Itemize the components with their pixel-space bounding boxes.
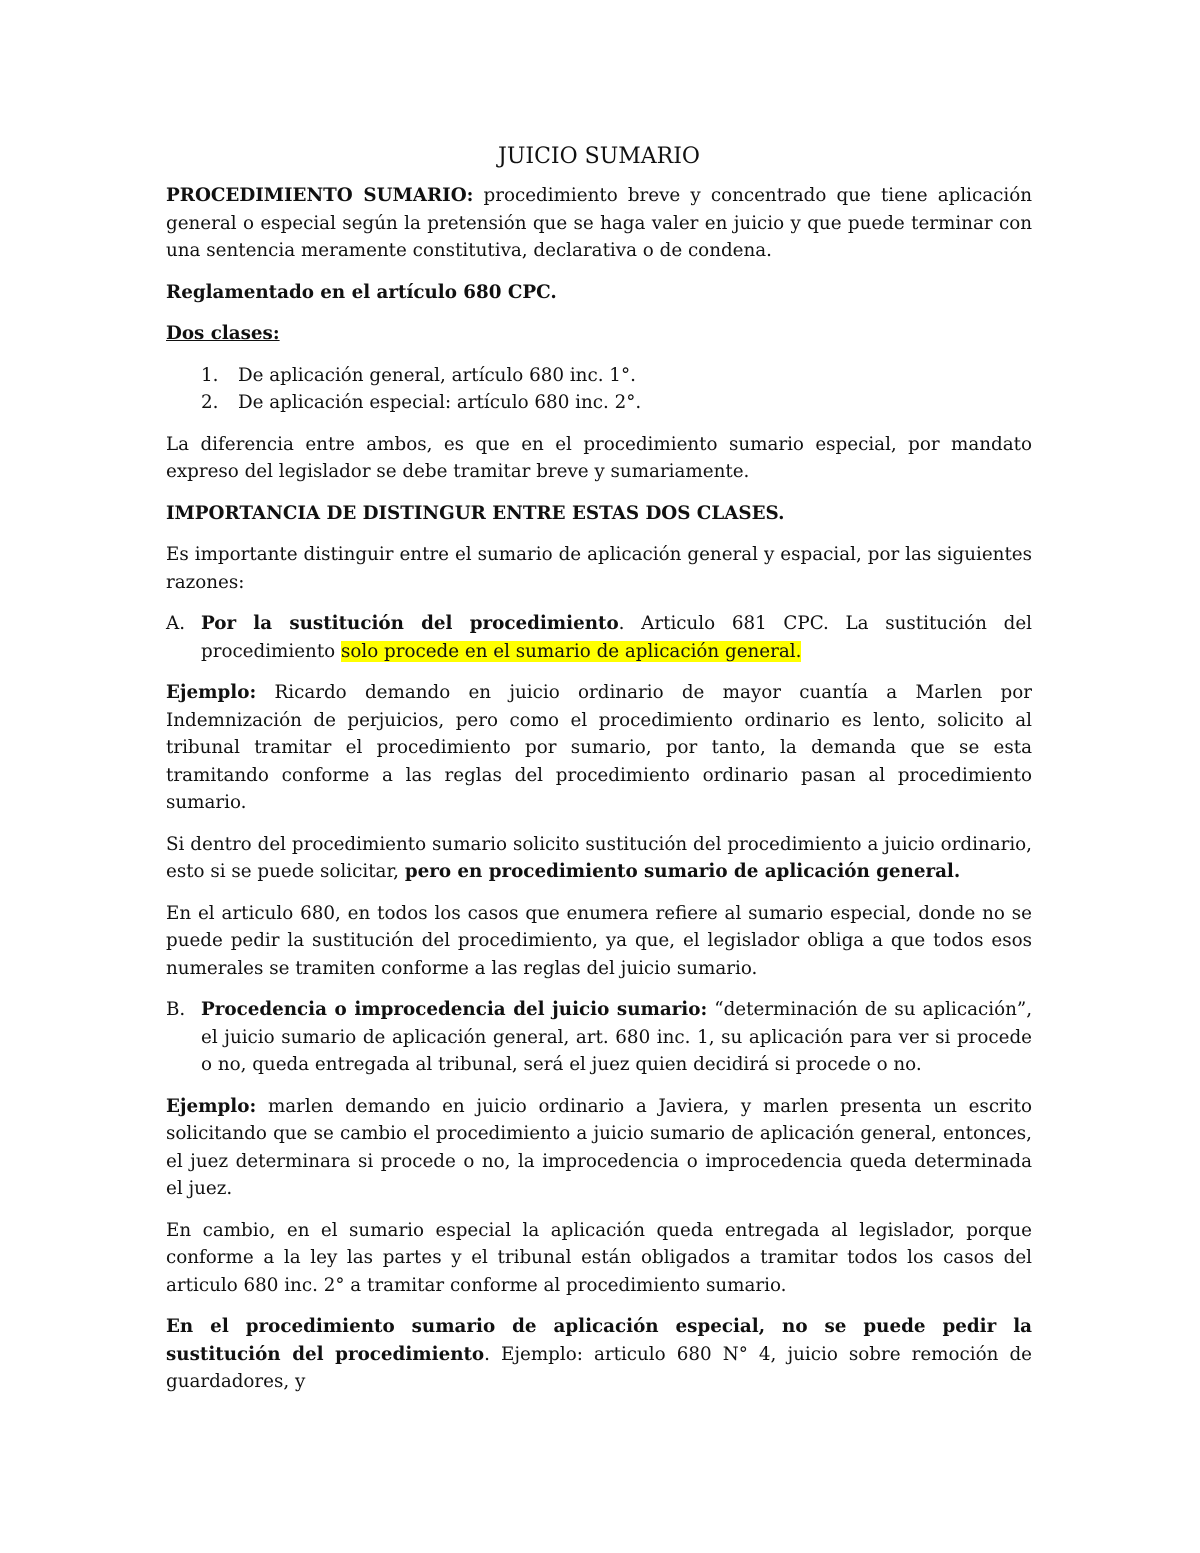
- intro-label: PROCEDIMIENTO SUMARIO:: [166, 185, 474, 206]
- difference-paragraph: La diferencia entre ambos, es que en el procedimiento sumario especial, por mandato expreso del legislador se debe tramitar breve y sumariamente.: [166, 433, 1032, 482]
- special-summary-paragraph: En cambio, en el sumario especial la aplicación queda entregada al legislador, porque conforme a la ley las partes y el tribunal están obligados a tramitar todos los casos del articulo 680 inc. 2° a tramitar conforme al procedimiento sumario.: [166, 1219, 1032, 1296]
- list-item: [166, 389, 1032, 417]
- regulated-line: [166, 279, 1032, 307]
- list-text: De aplicación general, artículo 680 inc. 1°.: [238, 364, 636, 386]
- list-text: De aplicación especial: artículo 680 inc. 2°.: [238, 392, 642, 413]
- point-b: [166, 996, 1032, 1079]
- list-number: 1.: [201, 364, 219, 386]
- importance-paragraph: Es importante distinguir entre el sumario de aplicación general y espacial, por las siguientes razones:: [166, 544, 1032, 593]
- article-680-paragraph: En el articulo 680, en todos los casos que enumera refiere al sumario especial, donde no se puede pedir la sustitución del procedimiento, ya que, el legislador obliga a que todos esos numerales se tramiten conforme a las reglas del juicio sumario.: [166, 902, 1032, 979]
- point-a-bold: Por la sustitución del procedimiento: [201, 613, 619, 634]
- point-b-bold: Procedencia o improcedencia del juicio sumario:: [201, 999, 708, 1020]
- example-2-paragraph: [166, 1093, 1032, 1203]
- list-number: 2.: [201, 392, 219, 413]
- importance-heading-text: IMPORTANCIA DE DISTINGUR ENTRE ESTAS DOS CLASES.: [166, 502, 785, 524]
- point-a: [166, 610, 1032, 665]
- substitution-paragraph: [166, 831, 1032, 886]
- regulated-text: Reglamentado en el artículo 680 CPC.: [166, 281, 557, 303]
- point-a-text: . Articulo 681 CPC. La sustitución del procedimiento: [201, 613, 1032, 662]
- example-text: Ricardo demando en juicio ordinario de mayor cuantía a Marlen por Indemnización de perjuicios, pero como el procedimiento ordinario es lento, solicito al tribunal tramitar el procedimiento por sumario, por tanto, la demanda que se esta tramitando conforme a las reglas del procedimiento ordinario pasan al procedimiento sumario.: [166, 682, 1032, 813]
- point-letter: B.: [166, 999, 186, 1020]
- classes-list: [166, 362, 1032, 417]
- two-classes-heading: [166, 320, 1032, 348]
- final-text: . Ejemplo: articulo 680 N° 4, juicio sobre remoción de guardadores, y: [166, 1343, 1032, 1392]
- final-paragraph: [166, 1313, 1032, 1396]
- highlighted-text: solo procede en el sumario de aplicación general.: [341, 640, 802, 662]
- point-letter: A.: [166, 613, 186, 634]
- example-label: Ejemplo:: [166, 682, 257, 703]
- example-label: Ejemplo:: [166, 1095, 257, 1117]
- substitution-text: Si dentro del procedimiento sumario solicito sustitución del procedimiento a juicio ordinario, esto si se puede solicitar,: [166, 833, 1032, 882]
- example-text: marlen demando en juicio ordinario a Javiera, y marlen presenta un escrito solicitando que se cambio el procedimiento a juicio sumario de aplicación general, entonces, el juez determinara si procede o no, la improcedencia o improcedencia queda determinada el juez.: [166, 1095, 1032, 1199]
- importance-heading: [166, 500, 1032, 528]
- final-bold: En el procedimiento sumario de aplicación especial, no se puede pedir la sustitución del procedimiento: [166, 1316, 1032, 1365]
- document-title: JUICIO SUMARIO: [498, 144, 700, 169]
- point-b-text: “determinación de su aplicación”, el juicio sumario de aplicación general, art. 680 inc. 1, su aplicación para ver si procede o no, queda entregada al tribunal, será el juez quien decidirá si procede o no.: [201, 999, 1033, 1075]
- two-classes-text: Dos clases:: [166, 323, 280, 344]
- example-1-paragraph: [166, 679, 1032, 817]
- intro-text: procedimiento breve y concentrado que tiene aplicación general o especial según la pretensión que se haga valer en juicio y que puede terminar con una sentencia meramente constitutiva, declarativa o de condena.: [166, 185, 1032, 261]
- intro-paragraph: [166, 182, 1032, 265]
- document-body: [166, 142, 1032, 1410]
- list-item: [166, 362, 1032, 390]
- substitution-bold: pero en procedimiento sumario de aplicación general.: [404, 861, 961, 882]
